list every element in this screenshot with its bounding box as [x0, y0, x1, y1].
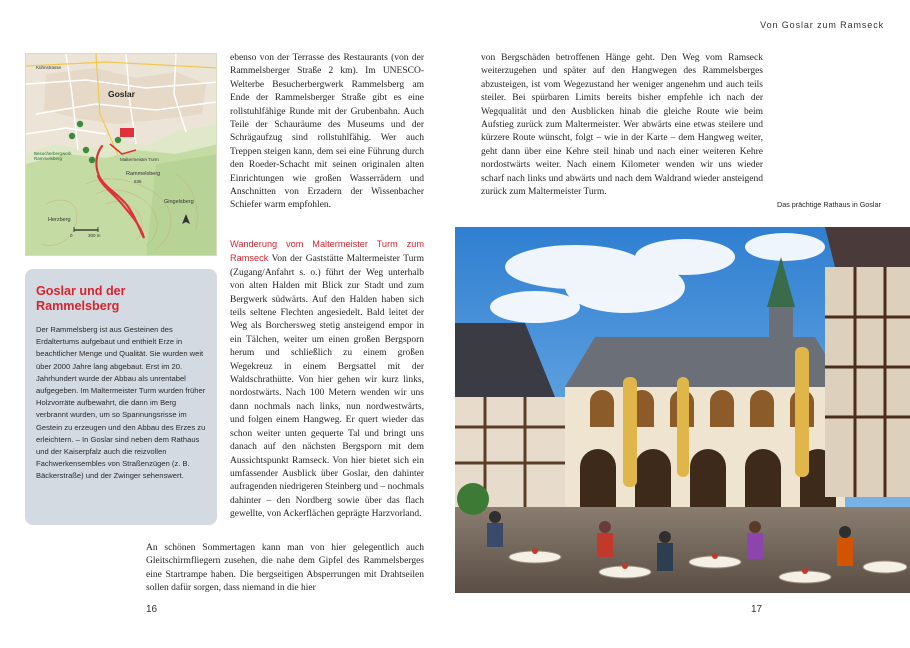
map-label-herzberg: Herzberg: [48, 217, 71, 223]
page-number-right: 17: [751, 604, 763, 615]
page-number-left: 16: [146, 604, 158, 615]
walk-description: Von der Gaststätte Maltermeister Turm (Zugang/Anfahrt s. o.) führt der Weg unterhalb von alten Halden mit Blick zur Stadt und zum Bergwerk südwärts. Auf den Halden haben sich teils seltene Flechten angesiedelt. Bald leitet der Weg als Borchersweg stetig ansteigend empor in ein Tälchen, weiter um einen großen Bergsporn herum und schließlich zu einem großen Wegekreuz in einem Bergsattel mit der Waldschrathütte. Von hier gehen wir kurz links, nordostwärts. Nach 100 Metern wenden wir uns dann nochmals nach links, nun nordwestwärts, und folgen einem Hangweg. Er quert wieder das schon weiter unten gequerte Tal und bringt uns danach auf den nächsten Bergsporn mit dem Aussichtspunkt Ramseck. Von hier bietet sich ein umfassender Ausblick über Goslar, den dahinter aufragenden niedrigeren Steinberg und – nochmals dahinter – den Nordberg sowie über das flach gewellte, von Ackerflächen geprägte Harzvorland.: [230, 254, 424, 520]
info-box-text: Der Rammelsberg ist aus Gesteinen des Erdaltertums aufgebaut und enthielt Erze in beachtlicher Menge und Qualität. Sie wurden weit über 2000 Jahre lang abgebaut. Erst im 20. Jahrhundert wurde der Abbau als unrentabel aufgegeben. Im Maltermeister Turm wurden früher Holzvorräte aufbewahrt, die dann im Berg verbrannt wurden, um so Spannungsrisse im Gestein zu erzeugen und den Abbau des Erzes zu erleichtern. – In Goslar sind neben dem Rathaus und der Kaiserpfalz auch die reizvollen Fachwerkensembles von Straßenzügen (z. B. Bäckerstraße) und der Zwinger sehenswert.: [36, 325, 206, 481]
photo-illustration: [455, 227, 910, 593]
body-text-left-b: [230, 238, 424, 522]
right-page: [455, 0, 910, 648]
body-text-left-a: ebenso von der Terrasse des Restaurants (von der Rammelsberger Straße 2 km). Im UNESCO-Welterbe Besucherbergwerk Rammelsberg am Ende der Rammelsberger Straße gibt es eine rollstuhlfähige Runde mit der Grubenbahn. Auch Teile der Schauräume des Museums und der Schrägaufzug sind rollstuhlfähig. Wer auch Treppen steigen kann, dem sei eine Führung durch den Roeder-Schacht mit seinen originalen alten Einrichtungen wie großen Wasserrädern und Anschnitten von Erzadern der Wissenbacher Schiefer warm empfohlen.: [230, 53, 424, 211]
running-head: Von Goslar zum Ramseck: [760, 20, 884, 30]
town-hall-photo: [455, 227, 910, 593]
map-label-maltermeister: Maltermeister Turm: [120, 157, 159, 162]
body-text-left-c: An schönen Sommertagen kann man von hier gelegentlich auch Gleitschirmfliegern zusehen, die nahe dem Gipfel des Rammelsberges eine Startrampe haben. Die bergseitigen Absperrungen mit Drahtseilen sollen dafür sorgen, dass niemand in die hier: [146, 543, 424, 594]
info-box-title: Goslar und der Rammelsberg: [36, 284, 126, 313]
map-label-goslar: Goslar: [108, 89, 135, 99]
map-scale-label: 300 m: [88, 233, 101, 238]
map-label-besucherbergwerk: Besucherbergwerk Rammelsberg: [34, 151, 72, 161]
route-map: [25, 53, 217, 256]
map-scale-zero: 0: [70, 233, 73, 238]
map-label-gingelsberg: Gingelsberg: [164, 199, 194, 205]
photo-caption: Das prächtige Rathaus in Goslar: [777, 200, 881, 209]
walk-heading: Wanderung vom Maltermeister Turm zum Ramseck: [230, 239, 424, 264]
info-box: [25, 269, 217, 525]
map-label-rammelsberg: Rammelsberg: [126, 171, 161, 177]
body-text-right: von Bergschäden betroffenen Hänge geht. Den Weg vom Ramseck weiterzugehen und später auf den Hangwegen des Rammelsberges abzusteigen, ist vom Wegezustand her weniger angenehm und auch teils steiler. Bei spürbaren Limits bereits bisher empfehle ich nach der Wegqualität und den Ausblicken hinab die gleiche Route wie beim Aufstieg zurück zum Maltermeister. Wer abwärts eine etwas steilere und kürzere Route wünscht, folgt – wie in der Karte – dem Hangweg weiter, geht dann über eine Kehre steil hinab und nach einer weiteren Kehre nordostwärts weiter. Nach einem Kilometer wenden wir uns wieder scharf nach links und abwärts und nach dem Waldrand wieder ansteigend zurück zum Maltermeister Turm.: [481, 53, 763, 198]
map-label-street: Kühnstrasse: [36, 65, 62, 70]
map-label-rammelsberg-height: 635: [134, 179, 142, 184]
